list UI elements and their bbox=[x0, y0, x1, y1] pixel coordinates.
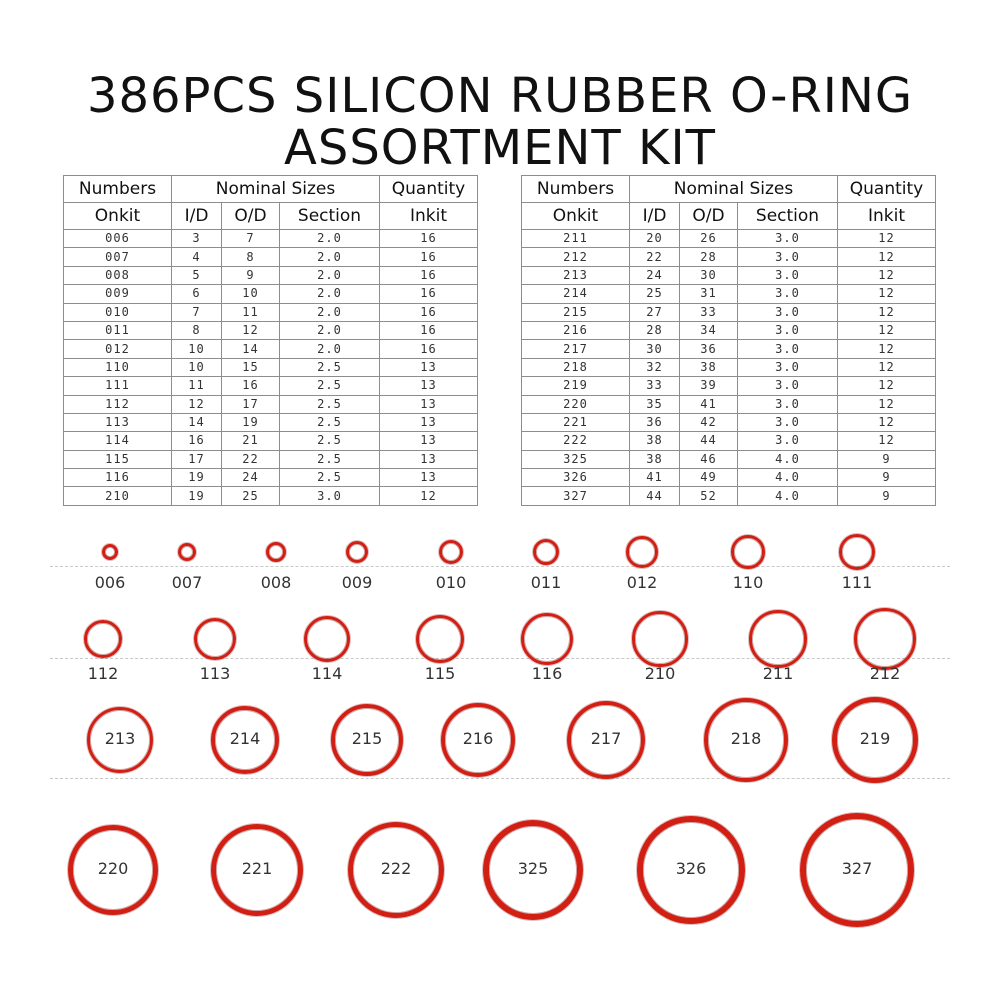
header-id: I/D bbox=[630, 203, 680, 230]
cell-id: 25 bbox=[630, 285, 680, 303]
cell-number: 113 bbox=[64, 413, 172, 431]
cell-section: 2.5 bbox=[280, 358, 380, 376]
cell-number: 110 bbox=[64, 358, 172, 376]
cell-quantity: 12 bbox=[838, 395, 936, 413]
cell-section: 2.5 bbox=[280, 450, 380, 468]
cell-od: 19 bbox=[222, 413, 280, 431]
cell-number: 112 bbox=[64, 395, 172, 413]
cell-number: 211 bbox=[522, 230, 630, 248]
cell-id: 44 bbox=[630, 487, 680, 505]
cell-od: 44 bbox=[680, 432, 738, 450]
cell-number: 216 bbox=[522, 321, 630, 339]
cell-number: 217 bbox=[522, 340, 630, 358]
o-ring-label: 222 bbox=[380, 859, 412, 878]
o-ring-label: 218 bbox=[730, 729, 762, 748]
cell-section: 2.5 bbox=[280, 395, 380, 413]
cell-quantity: 9 bbox=[838, 487, 936, 505]
cell-number: 219 bbox=[522, 377, 630, 395]
o-ring-label: 221 bbox=[241, 859, 273, 878]
o-ring-211 bbox=[749, 610, 806, 667]
header-numbers: Numbers bbox=[64, 176, 172, 203]
cell-id: 6 bbox=[172, 285, 222, 303]
o-ring-114 bbox=[304, 616, 350, 662]
cell-od: 38 bbox=[680, 358, 738, 376]
table-row bbox=[64, 266, 478, 284]
cell-quantity: 12 bbox=[838, 413, 936, 431]
cell-od: 16 bbox=[222, 377, 280, 395]
cell-quantity: 16 bbox=[380, 303, 478, 321]
o-ring-label: 012 bbox=[626, 573, 658, 592]
table-row bbox=[522, 303, 936, 321]
o-ring-label: 008 bbox=[260, 573, 292, 592]
cell-quantity: 16 bbox=[380, 340, 478, 358]
o-ring-006 bbox=[102, 544, 118, 560]
cell-od: 42 bbox=[680, 413, 738, 431]
o-ring-label: 112 bbox=[87, 664, 119, 683]
cell-od: 22 bbox=[222, 450, 280, 468]
cell-number: 010 bbox=[64, 303, 172, 321]
cell-od: 31 bbox=[680, 285, 738, 303]
o-ring-011 bbox=[533, 539, 560, 566]
cell-quantity: 12 bbox=[838, 321, 936, 339]
cell-section: 3.0 bbox=[738, 266, 838, 284]
table-row bbox=[64, 487, 478, 505]
table-row bbox=[64, 285, 478, 303]
title-line-1: 386PCS SILICON RUBBER O-RING bbox=[86, 68, 914, 124]
o-ring-label: 116 bbox=[531, 664, 563, 683]
cell-number: 222 bbox=[522, 432, 630, 450]
cell-section: 2.5 bbox=[280, 377, 380, 395]
cell-od: 8 bbox=[222, 248, 280, 266]
o-ring-010 bbox=[439, 540, 464, 565]
cell-number: 006 bbox=[64, 230, 172, 248]
cell-section: 4.0 bbox=[738, 450, 838, 468]
table-body-right bbox=[522, 230, 936, 506]
cell-section: 2.0 bbox=[280, 321, 380, 339]
table-row bbox=[64, 248, 478, 266]
cell-number: 327 bbox=[522, 487, 630, 505]
cell-section: 3.0 bbox=[738, 321, 838, 339]
cell-id: 8 bbox=[172, 321, 222, 339]
cell-section: 4.0 bbox=[738, 487, 838, 505]
table-row bbox=[522, 469, 936, 487]
cell-id: 32 bbox=[630, 358, 680, 376]
o-ring-label: 110 bbox=[732, 573, 764, 592]
o-ring-label: 007 bbox=[171, 573, 203, 592]
header-od: O/D bbox=[680, 203, 738, 230]
o-ring-label: 006 bbox=[94, 573, 126, 592]
o-ring-label: 212 bbox=[869, 664, 901, 683]
o-ring-label: 326 bbox=[675, 859, 707, 878]
cell-section: 2.0 bbox=[280, 340, 380, 358]
cell-quantity: 16 bbox=[380, 230, 478, 248]
o-ring-007 bbox=[178, 543, 196, 561]
cell-od: 10 bbox=[222, 285, 280, 303]
cell-number: 210 bbox=[64, 487, 172, 505]
cell-od: 12 bbox=[222, 321, 280, 339]
cell-quantity: 16 bbox=[380, 266, 478, 284]
cell-od: 39 bbox=[680, 377, 738, 395]
o-ring-label: 219 bbox=[859, 729, 891, 748]
o-ring-label: 210 bbox=[644, 664, 676, 683]
o-ring-label: 327 bbox=[841, 859, 873, 878]
cell-quantity: 9 bbox=[838, 469, 936, 487]
cell-number: 213 bbox=[522, 266, 630, 284]
table-row bbox=[64, 230, 478, 248]
o-ring-label: 325 bbox=[517, 859, 549, 878]
cell-od: 14 bbox=[222, 340, 280, 358]
header-onkit: Onkit bbox=[64, 203, 172, 230]
cell-id: 36 bbox=[630, 413, 680, 431]
cell-id: 14 bbox=[172, 413, 222, 431]
cell-quantity: 12 bbox=[838, 303, 936, 321]
o-ring-label: 220 bbox=[97, 859, 129, 878]
cell-section: 3.0 bbox=[738, 303, 838, 321]
cell-quantity: 12 bbox=[838, 358, 936, 376]
cell-section: 3.0 bbox=[738, 413, 838, 431]
table-row bbox=[522, 230, 936, 248]
header-section: Section bbox=[738, 203, 838, 230]
cell-section: 2.5 bbox=[280, 413, 380, 431]
cell-section: 2.0 bbox=[280, 285, 380, 303]
header-onkit: Onkit bbox=[522, 203, 630, 230]
cell-number: 115 bbox=[64, 450, 172, 468]
o-ring-212 bbox=[854, 608, 916, 670]
cell-quantity: 12 bbox=[380, 487, 478, 505]
o-ring-label: 214 bbox=[229, 729, 261, 748]
cell-od: 25 bbox=[222, 487, 280, 505]
table-row bbox=[522, 248, 936, 266]
title-line-2: ASSORTMENT KIT bbox=[284, 120, 716, 176]
table-row bbox=[64, 377, 478, 395]
o-ring-label: 010 bbox=[435, 573, 467, 592]
cell-id: 20 bbox=[630, 230, 680, 248]
header-nominal-sizes: Nominal Sizes bbox=[630, 176, 838, 203]
table-row bbox=[522, 285, 936, 303]
cell-id: 27 bbox=[630, 303, 680, 321]
cell-od: 28 bbox=[680, 248, 738, 266]
cell-number: 011 bbox=[64, 321, 172, 339]
o-ring-label: 111 bbox=[841, 573, 873, 592]
cell-quantity: 13 bbox=[380, 413, 478, 431]
cell-id: 10 bbox=[172, 340, 222, 358]
cell-quantity: 12 bbox=[838, 230, 936, 248]
cell-section: 4.0 bbox=[738, 469, 838, 487]
header-id: I/D bbox=[172, 203, 222, 230]
o-ring-115 bbox=[416, 615, 465, 664]
cell-number: 008 bbox=[64, 266, 172, 284]
cell-number: 215 bbox=[522, 303, 630, 321]
cell-id: 7 bbox=[172, 303, 222, 321]
o-ring-label: 215 bbox=[351, 729, 383, 748]
cell-quantity: 16 bbox=[380, 321, 478, 339]
o-ring-label: 216 bbox=[462, 729, 494, 748]
cell-od: 30 bbox=[680, 266, 738, 284]
table-row bbox=[522, 358, 936, 376]
cell-id: 22 bbox=[630, 248, 680, 266]
size-table-left bbox=[63, 175, 478, 506]
cell-id: 33 bbox=[630, 377, 680, 395]
cell-quantity: 12 bbox=[838, 340, 936, 358]
cell-section: 3.0 bbox=[738, 340, 838, 358]
header-nominal-sizes: Nominal Sizes bbox=[172, 176, 380, 203]
table-row bbox=[64, 358, 478, 376]
cell-id: 4 bbox=[172, 248, 222, 266]
cell-section: 2.0 bbox=[280, 266, 380, 284]
cell-number: 218 bbox=[522, 358, 630, 376]
cell-section: 3.0 bbox=[738, 248, 838, 266]
cell-quantity: 13 bbox=[380, 395, 478, 413]
cell-id: 3 bbox=[172, 230, 222, 248]
cell-id: 5 bbox=[172, 266, 222, 284]
o-ring-111 bbox=[839, 534, 875, 570]
cell-quantity: 12 bbox=[838, 432, 936, 450]
cell-id: 19 bbox=[172, 487, 222, 505]
table-row bbox=[522, 321, 936, 339]
header-inkit: Inkit bbox=[838, 203, 936, 230]
table-row bbox=[64, 340, 478, 358]
cell-od: 34 bbox=[680, 321, 738, 339]
table-row bbox=[522, 450, 936, 468]
cell-id: 16 bbox=[172, 432, 222, 450]
cell-quantity: 9 bbox=[838, 450, 936, 468]
cell-id: 41 bbox=[630, 469, 680, 487]
cell-id: 35 bbox=[630, 395, 680, 413]
table-row bbox=[64, 469, 478, 487]
cell-section: 2.5 bbox=[280, 469, 380, 487]
cell-od: 36 bbox=[680, 340, 738, 358]
cell-number: 009 bbox=[64, 285, 172, 303]
cell-number: 116 bbox=[64, 469, 172, 487]
o-ring-label: 217 bbox=[590, 729, 622, 748]
cell-quantity: 16 bbox=[380, 285, 478, 303]
cell-id: 24 bbox=[630, 266, 680, 284]
table-row bbox=[64, 450, 478, 468]
cell-id: 11 bbox=[172, 377, 222, 395]
o-ring-label: 115 bbox=[424, 664, 456, 683]
o-ring-label: 011 bbox=[530, 573, 562, 592]
o-ring-label: 113 bbox=[199, 664, 231, 683]
cell-id: 19 bbox=[172, 469, 222, 487]
o-ring-008 bbox=[266, 542, 286, 562]
cell-quantity: 13 bbox=[380, 377, 478, 395]
o-ring-012 bbox=[626, 536, 657, 567]
size-table-right bbox=[521, 175, 936, 506]
cell-od: 11 bbox=[222, 303, 280, 321]
header-section: Section bbox=[280, 203, 380, 230]
o-ring-label: 009 bbox=[341, 573, 373, 592]
cell-number: 325 bbox=[522, 450, 630, 468]
separator-line bbox=[50, 778, 950, 779]
cell-section: 3.0 bbox=[738, 358, 838, 376]
cell-section: 2.5 bbox=[280, 432, 380, 450]
o-ring-label: 213 bbox=[104, 729, 136, 748]
cell-number: 111 bbox=[64, 377, 172, 395]
o-ring-113 bbox=[194, 618, 236, 660]
table-row bbox=[64, 413, 478, 431]
cell-id: 38 bbox=[630, 450, 680, 468]
o-ring-009 bbox=[346, 541, 369, 564]
cell-section: 2.0 bbox=[280, 303, 380, 321]
cell-od: 17 bbox=[222, 395, 280, 413]
cell-quantity: 13 bbox=[380, 450, 478, 468]
o-ring-label: 211 bbox=[762, 664, 794, 683]
header-od: O/D bbox=[222, 203, 280, 230]
table-row bbox=[522, 432, 936, 450]
cell-od: 52 bbox=[680, 487, 738, 505]
cell-od: 46 bbox=[680, 450, 738, 468]
table-row bbox=[522, 340, 936, 358]
table-row bbox=[522, 487, 936, 505]
cell-section: 2.0 bbox=[280, 230, 380, 248]
cell-quantity: 13 bbox=[380, 358, 478, 376]
cell-section: 3.0 bbox=[738, 395, 838, 413]
cell-od: 15 bbox=[222, 358, 280, 376]
cell-od: 7 bbox=[222, 230, 280, 248]
cell-id: 28 bbox=[630, 321, 680, 339]
cell-quantity: 12 bbox=[838, 248, 936, 266]
o-ring-210 bbox=[632, 611, 687, 666]
cell-section: 3.0 bbox=[738, 285, 838, 303]
cell-quantity: 12 bbox=[838, 377, 936, 395]
cell-quantity: 13 bbox=[380, 432, 478, 450]
separator-line bbox=[50, 566, 950, 567]
cell-quantity: 16 bbox=[380, 248, 478, 266]
table-row bbox=[64, 321, 478, 339]
cell-section: 3.0 bbox=[738, 432, 838, 450]
cell-od: 41 bbox=[680, 395, 738, 413]
separator-line bbox=[50, 658, 950, 659]
table-body-left bbox=[64, 230, 478, 506]
cell-id: 10 bbox=[172, 358, 222, 376]
table-row bbox=[522, 413, 936, 431]
cell-number: 221 bbox=[522, 413, 630, 431]
o-ring-112 bbox=[84, 620, 122, 658]
cell-od: 26 bbox=[680, 230, 738, 248]
cell-od: 33 bbox=[680, 303, 738, 321]
table-row bbox=[522, 395, 936, 413]
cell-number: 214 bbox=[522, 285, 630, 303]
cell-number: 326 bbox=[522, 469, 630, 487]
cell-quantity: 13 bbox=[380, 469, 478, 487]
cell-section: 3.0 bbox=[280, 487, 380, 505]
table-row bbox=[64, 303, 478, 321]
cell-quantity: 12 bbox=[838, 266, 936, 284]
cell-number: 212 bbox=[522, 248, 630, 266]
cell-section: 2.0 bbox=[280, 248, 380, 266]
cell-section: 3.0 bbox=[738, 377, 838, 395]
cell-od: 9 bbox=[222, 266, 280, 284]
header-inkit: Inkit bbox=[380, 203, 478, 230]
cell-id: 38 bbox=[630, 432, 680, 450]
table-row bbox=[522, 266, 936, 284]
cell-od: 24 bbox=[222, 469, 280, 487]
cell-id: 12 bbox=[172, 395, 222, 413]
cell-id: 17 bbox=[172, 450, 222, 468]
cell-number: 007 bbox=[64, 248, 172, 266]
cell-number: 114 bbox=[64, 432, 172, 450]
table-row bbox=[64, 395, 478, 413]
o-ring-110 bbox=[731, 535, 764, 568]
cell-section: 3.0 bbox=[738, 230, 838, 248]
table-row bbox=[64, 432, 478, 450]
cell-number: 012 bbox=[64, 340, 172, 358]
cell-od: 49 bbox=[680, 469, 738, 487]
header-quantity: Quantity bbox=[380, 176, 478, 203]
cell-number: 220 bbox=[522, 395, 630, 413]
cell-quantity: 12 bbox=[838, 285, 936, 303]
header-quantity: Quantity bbox=[838, 176, 936, 203]
header-numbers: Numbers bbox=[522, 176, 630, 203]
o-ring-label: 114 bbox=[311, 664, 343, 683]
table-row bbox=[522, 377, 936, 395]
cell-od: 21 bbox=[222, 432, 280, 450]
cell-id: 30 bbox=[630, 340, 680, 358]
